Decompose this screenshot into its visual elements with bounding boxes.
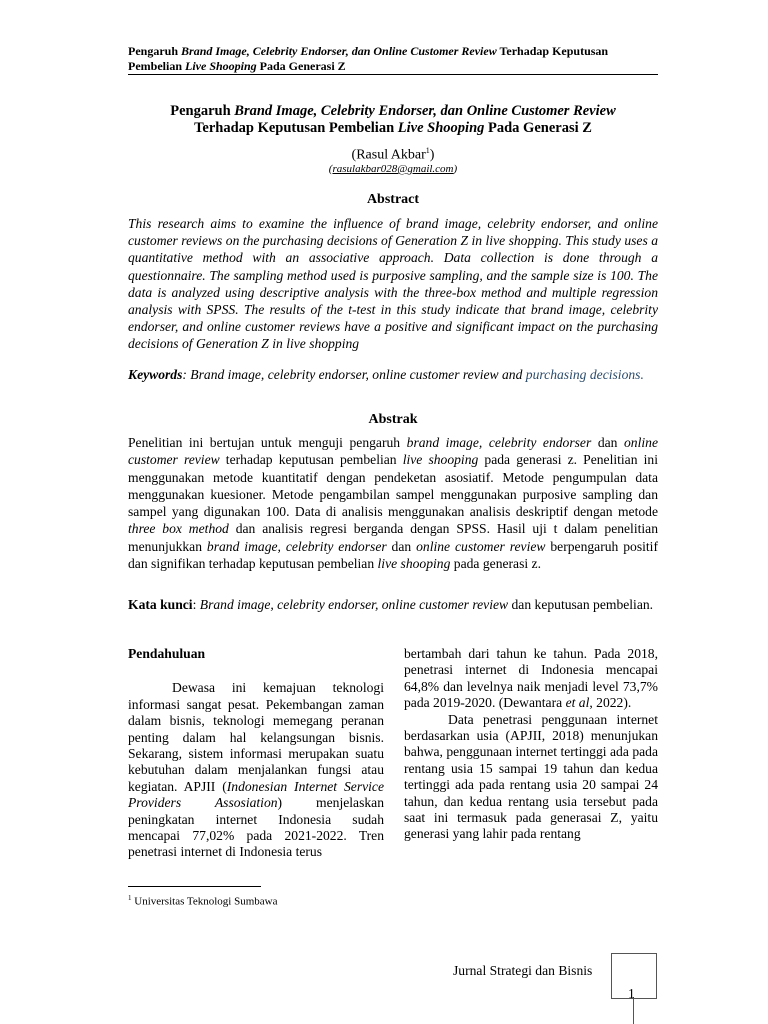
abstract-heading: Abstract <box>366 192 420 207</box>
author-email: (rasulakbar028@gmail.com) <box>328 163 458 175</box>
running-header-line-1: Pengaruh Brand Image, Celebrity Endorser, dan Online Customer Review Terhadap Keputusan <box>128 44 609 58</box>
paragraph-1: Dewasa ini kemajuan teknologi informasi sangat pesat. Pekembangan zaman dalam bisnis, teknologi memegang peranan penting dalam hal kelangsungan bisnis. Sekarang, sistem informasi merupakan suatu kebutuhan dalam menjalankan fungsi atau kegiatan. APJII (Indonesian Internet Service Providers Assosiation) menjelaskan peningkatan internet Indonesia sudah mencapai 77,02% pada 2021-2022. Tren penetrasi internet di Indonesia terus <box>128 680 385 860</box>
paragraph-1-continued: bertambah dari tahun ke tahun. Pada 2018, penetrasi internet di Indonesia mencapai 64,8% dan levelnya naik menjadi level 73,7% pada 2019-2020. (Dewantara et al, 2022). <box>404 646 658 711</box>
abstrak-indonesian-text: Penelitian ini bertujan untuk menguji pengaruh brand image, celebrity endorser dan online customer review terhadap keputusan pembelian live shooping pada generasi z. Penelitian ini menggunakan metode kuantitatif dengan pendeketan asosiatif. Metode pengumpulan data menggunakan kuesioner. Metode pengambilan sampel menggunakan purposive sampling dan sampel yang digunakan 100. Data di analisis menggunakan analisis deskriptif dengan metode three box method dan analisis regresi berganda dengan SPSS. Hasil uji t dalam penelitian menunjukkan brand image, celebrity endorser dan online customer review berpengaruh positif dan signifikan terhadap keputusan pembelian live shooping pada generasi z. <box>128 435 658 572</box>
journal-name: Jurnal Strategi dan Bisnis <box>453 963 593 978</box>
abstrak-heading: Abstrak <box>368 412 418 427</box>
abstract-english-text: This research aims to examine the influence of brand image, celebrity endorser, and online customer reviews on the purchasing decisions of Generation Z in live shopping. This study uses a quantitative method with an associative approach. Data collection is done through a questionnaire. The sampling method used is purposive sampling, and the sample size is 100. The data is analyzed using descriptive analysis with the three-box method and multiple regression analysis with SPSS. The results of the t-test in this study indicate that brand image, celebrity endorser, and online customer reviews have a positive and significant impact on the purchasing decisions of Generation Z in live shopping <box>128 216 658 352</box>
paper-title-line-2: Terhadap Keputusan Pembelian Live Shooping Pada Generasi Z <box>194 120 592 136</box>
email-link[interactable]: rasulakbar028@gmail.com <box>332 163 454 175</box>
running-header <box>128 44 658 74</box>
paper-title-line-1: Pengaruh Brand Image, Celebrity Endorser, dan Online Customer Review <box>170 103 616 119</box>
running-header-line-2: Pembelian Live Shooping Pada Generasi Z <box>128 59 346 73</box>
pendahuluan-heading: Pendahuluan <box>128 646 206 661</box>
footnote: $^1$ Universitas Teknologi Sumbawa <box>128 894 278 908</box>
right-column <box>404 646 658 843</box>
kata-kunci: Kata kunci: Brand image, celebrity endorser, online customer review dan keputusan pembelian. <box>128 597 654 612</box>
keywords: Keywords: Brand image, celebrity endorser, online customer review and purchasing decisions. <box>128 367 644 382</box>
keywords-label: Keywords <box>128 367 183 382</box>
paragraph-2: Data penetrasi penggunaan internet berdasarkan usia (APJII, 2018) menunjukan bahwa, penggunaan internet tertinggi ada pada rentang usia 15 sampai 19 tahun dan kedua tertinggi ada pada rentang usia 20 sampai 24 tahun, dan kedua rentang usia tersebut pada saat ini termasuk pada generasai Z, yaitu generasi yang lahir pada rentang <box>404 711 658 842</box>
page-number: 1 <box>628 986 635 1001</box>
header-rule <box>128 74 658 75</box>
footnote-rule <box>128 886 261 887</box>
author-name: (Rasul Akbar$^1$) <box>351 146 435 163</box>
paper-title <box>128 103 658 137</box>
left-column <box>128 646 384 861</box>
kata-kunci-label: Kata kunci <box>128 597 193 612</box>
